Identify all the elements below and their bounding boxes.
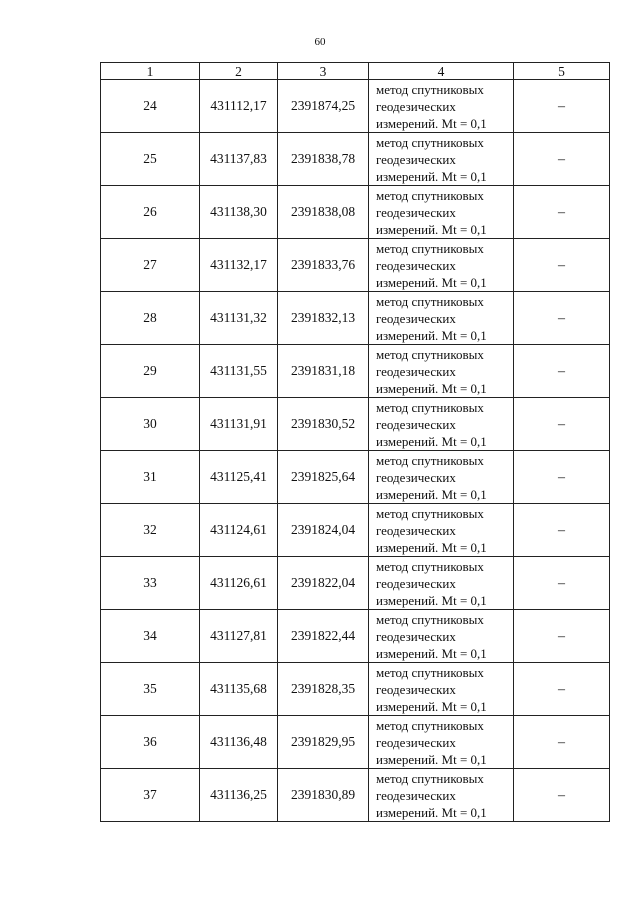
method-line-2: геодезических [376,98,456,114]
method-line-3: измерений. Mt = 0,1 [376,115,487,131]
note-dash: – [558,204,565,220]
point-number: 28 [101,292,200,345]
method-cell [369,557,514,610]
method-cell [369,769,514,822]
coord-x: 431126,61 [200,557,278,610]
coord-y: 2391838,08 [278,186,369,239]
coord-x: 431124,61 [200,504,278,557]
coord-x: 431132,17 [200,239,278,292]
method-line-1: метод спутниковых [376,81,484,97]
coord-y: 2391825,64 [278,451,369,504]
coord-y: 2391822,04 [278,557,369,610]
note-dash: – [558,363,565,379]
method-line-3: измерений. Mt = 0,1 [376,698,487,714]
table-row [101,504,610,557]
method-line-3: измерений. Mt = 0,1 [376,751,487,767]
table-row [101,663,610,716]
point-number: 25 [101,133,200,186]
coord-y: 2391828,35 [278,663,369,716]
point-number: 34 [101,610,200,663]
table-row [101,186,610,239]
note-dash: – [558,416,565,432]
coord-y: 2391830,52 [278,398,369,451]
method-line-3: измерений. Mt = 0,1 [376,433,487,449]
method-line-1: метод спутниковых [376,717,484,733]
header-col-1: 1 [101,63,200,80]
note-cell [514,239,610,292]
table-row [101,292,610,345]
note-cell [514,133,610,186]
coordinates-table [100,62,610,822]
point-number: 36 [101,716,200,769]
note-cell [514,345,610,398]
point-number: 26 [101,186,200,239]
method-line-3: измерений. Mt = 0,1 [376,645,487,661]
method-line-1: метод спутниковых [376,558,484,574]
point-number: 35 [101,663,200,716]
note-cell [514,663,610,716]
point-number: 29 [101,345,200,398]
method-line-1: метод спутниковых [376,399,484,415]
method-cell [369,292,514,345]
method-line-2: геодезических [376,151,456,167]
note-dash: – [558,522,565,538]
method-cell [369,398,514,451]
table-body [101,80,610,822]
coord-x: 431112,17 [200,80,278,133]
note-cell [514,292,610,345]
method-line-3: измерений. Mt = 0,1 [376,592,487,608]
coord-x: 431136,48 [200,716,278,769]
note-cell [514,80,610,133]
method-line-1: метод спутниковых [376,134,484,150]
note-cell [514,398,610,451]
point-number: 37 [101,769,200,822]
coord-x: 431125,41 [200,451,278,504]
table-row [101,451,610,504]
method-cell [369,345,514,398]
table-header [101,63,610,80]
header-row [101,63,610,80]
coord-x: 431137,83 [200,133,278,186]
method-line-1: метод спутниковых [376,452,484,468]
coord-x: 431138,30 [200,186,278,239]
header-col-5: 5 [514,63,610,80]
point-number: 32 [101,504,200,557]
method-line-3: измерений. Mt = 0,1 [376,327,487,343]
coord-y: 2391874,25 [278,80,369,133]
method-cell [369,186,514,239]
coord-y: 2391838,78 [278,133,369,186]
method-line-3: измерений. Mt = 0,1 [376,168,487,184]
method-cell [369,133,514,186]
method-cell [369,504,514,557]
method-line-3: измерений. Mt = 0,1 [376,221,487,237]
method-line-2: геодезических [376,204,456,220]
method-line-1: метод спутниковых [376,346,484,362]
note-cell [514,716,610,769]
method-cell [369,610,514,663]
table-row [101,769,610,822]
table-row [101,716,610,769]
note-dash: – [558,681,565,697]
method-line-3: измерений. Mt = 0,1 [376,274,487,290]
coord-x: 431136,25 [200,769,278,822]
method-line-2: геодезических [376,522,456,538]
method-line-1: метод спутниковых [376,770,484,786]
note-dash: – [558,628,565,644]
method-line-3: измерений. Mt = 0,1 [376,380,487,396]
coord-y: 2391830,89 [278,769,369,822]
note-dash: – [558,151,565,167]
table-row [101,557,610,610]
point-number: 31 [101,451,200,504]
method-cell [369,239,514,292]
method-line-2: геодезических [376,787,456,803]
method-line-3: измерений. Mt = 0,1 [376,539,487,555]
method-line-1: метод спутниковых [376,240,484,256]
point-number: 24 [101,80,200,133]
note-dash: – [558,575,565,591]
table-row [101,239,610,292]
table-row [101,610,610,663]
method-line-2: геодезических [376,257,456,273]
method-line-1: метод спутниковых [376,293,484,309]
method-line-2: геодезических [376,310,456,326]
method-cell [369,80,514,133]
method-cell [369,663,514,716]
note-cell [514,186,610,239]
header-col-4: 4 [369,63,514,80]
note-dash: – [558,98,565,114]
coord-y: 2391832,13 [278,292,369,345]
note-cell [514,610,610,663]
method-line-3: измерений. Mt = 0,1 [376,486,487,502]
note-cell [514,451,610,504]
note-cell [514,504,610,557]
note-cell [514,557,610,610]
page-number: 60 [314,36,326,48]
coord-x: 431127,81 [200,610,278,663]
note-cell [514,769,610,822]
note-dash: – [558,734,565,750]
point-number: 33 [101,557,200,610]
point-number: 27 [101,239,200,292]
coord-x: 431131,32 [200,292,278,345]
method-line-2: геодезических [376,681,456,697]
note-dash: – [558,787,565,803]
coord-x: 431131,55 [200,345,278,398]
coord-y: 2391824,04 [278,504,369,557]
method-line-1: метод спутниковых [376,505,484,521]
point-number: 30 [101,398,200,451]
note-dash: – [558,469,565,485]
coord-y: 2391831,18 [278,345,369,398]
method-line-3: измерений. Mt = 0,1 [376,804,487,820]
method-line-2: геодезических [376,363,456,379]
method-line-2: геодезических [376,628,456,644]
header-col-2: 2 [200,63,278,80]
method-line-1: метод спутниковых [376,664,484,680]
method-line-1: метод спутниковых [376,187,484,203]
method-cell [369,716,514,769]
method-line-2: геодезических [376,416,456,432]
method-line-2: геодезических [376,575,456,591]
method-line-1: метод спутниковых [376,611,484,627]
method-cell [369,451,514,504]
coord-y: 2391822,44 [278,610,369,663]
note-dash: – [558,310,565,326]
note-dash: – [558,257,565,273]
method-line-2: геодезических [376,734,456,750]
table-row [101,80,610,133]
coord-x: 431131,91 [200,398,278,451]
method-line-2: геодезических [376,469,456,485]
coord-y: 2391833,76 [278,239,369,292]
header-col-3: 3 [278,63,369,80]
table-row [101,345,610,398]
coord-y: 2391829,95 [278,716,369,769]
table-row [101,398,610,451]
table-row [101,133,610,186]
coord-x: 431135,68 [200,663,278,716]
